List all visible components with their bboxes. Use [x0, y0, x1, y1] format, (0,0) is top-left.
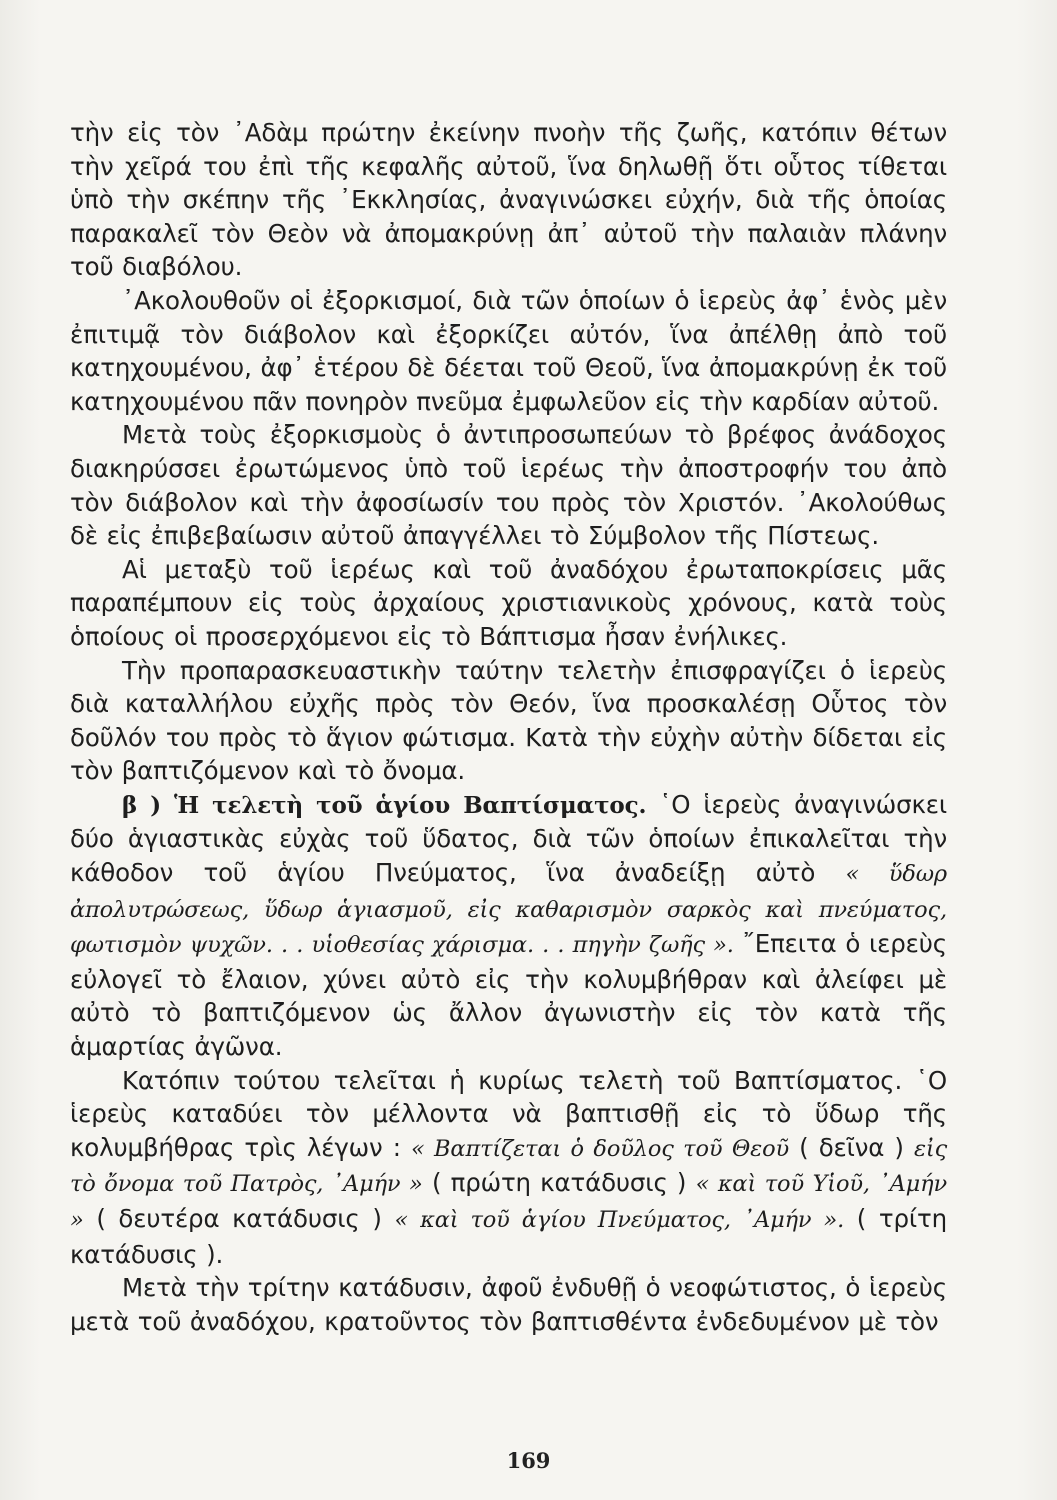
body-text	[70, 116, 947, 1338]
quotation: « καὶ τοῦ Υἱοῦ, ᾿Αμήν »	[70, 1171, 948, 1233]
paragraph	[70, 1064, 947, 1272]
text-run: ( πρώτη κατάδυσις )	[431, 1168, 687, 1198]
text-run: ( δεῖνα )	[799, 1132, 904, 1162]
quotation: « καὶ τοῦ ἁγίου Πνεύματος, ᾿Αμήν ».	[394, 1207, 845, 1233]
text-run: Κατόπιν τούτου τελεῖται ἡ κυρίως τελετὴ τοῦ Βαπτίσματος. ῾Ο ἱερεὺς καταδύει τὸν μέλλοντα νὰ βαπτισθῇ εἰς τὸ ὕδωρ τῆς κολυμβήθρας τρὶς λέγων :	[70, 1065, 947, 1162]
section-heading: β ) Ἡ τελετὴ τοῦ ἁγίου Βαπτίσματος.	[122, 791, 647, 819]
paragraph: Τὴν προπαρασκευαστικὴν ταύτην τελετὴν ἐπισφραγίζει ὁ ἱερεὺς διὰ καταλλήλου εὐχῆς πρὸς τὸν Θεόν, ἵνα προσκαλέσῃ Οὗτος τὸν δοῦλόν του πρὸς τὸ ἅγιον φώτισμα. Κατὰ τὴν εὐχὴν αὐτὴν δίδεται εἰς τὸν βαπτιζόμενον καὶ τὸ ὄνομα.	[70, 655, 947, 786]
text-run: ( δευτέρα κατάδυσις )	[96, 1204, 382, 1233]
paragraph	[70, 788, 947, 1064]
paragraph: Αἱ μεταξὺ τοῦ ἱερέως καὶ τοῦ ἀναδόχου ἐρωταποκρίσεις μᾶς παραπέμπουν εἰς τοὺς ἀρχαίους χριστιανικοὺς χρόνους, κατὰ τοὺς ὁποίους οἱ προσερχόμενοι εἰς τὸ Βάπτισμα ἦσαν ἐνήλικες.	[70, 554, 947, 651]
text-run: ῾Ο ἱερεὺς ἀναγινώσκει δύο ἁγιαστικὰς εὐχὰς τοῦ ὕδατος, διὰ τῶν ὁποίων ἐπικαλεῖται τὴν κάθοδον τοῦ ἁγίου Πνεύματος, ἵνα ἀναδείξῃ αὐτὸ	[70, 789, 948, 888]
paragraph: Μετὰ τὴν τρίτην κατάδυσιν, ἀφοῦ ἐνδυθῇ ὁ νεοφώτιστος, ὁ ἱερεὺς μετὰ τοῦ ἀναδόχου, κρατοῦντος τὸν βαπτισθέντα ἐνδεδυμένον μὲ τὸν	[70, 1273, 947, 1336]
paragraph: Μετὰ τοὺς ἐξορκισμοὺς ὁ ἀντιπροσωπεύων τὸ βρέφος ἀνάδοχος διακηρύσσει ἐρωτώμενος ὑπὸ τοῦ ἱερέως τὴν ἀποστροφήν του ἀπὸ τὸν διάβολον καὶ τὴν ἀφοσίωσίν του πρὸς τὸν Χριστόν. ᾿Ακολούθως δὲ εἰς ἐπιβεβαίωσιν αὐτοῦ ἀπαγγέλλει τὸ Σύμβολον τῆς Πίστεως.	[70, 420, 947, 551]
quotation: « Βαπτίζεται ὁ δοῦλος τοῦ Θεοῦ	[410, 1135, 790, 1162]
quotation: « ὕδωρ ἀπολυτρώσεως, ὕδωρ ἁγιασμοῦ, εἰς καθαρισμὸν σαρκὸς καὶ πνεύματος, φωτισμὸν ψυχῶν. . . υἱοθεσίας χάρισμα. . . πηγὴν ζωῆς ».	[70, 861, 947, 959]
paragraph: τὴν εἰς τὸν ᾿Αδὰμ πρώτην ἐκείνην πνοὴν τῆς ζωῆς, κατόπιν θέτων τὴν χεῖρά του ἐπὶ τῆς κεφαλῆς αὐτοῦ, ἵνα δηλωθῇ ὅτι οὗτος τίθεται ὑπὸ τὴν σκέπην τῆς ᾿Εκκλησίας, ἀναγινώσκει εὐχήν, διὰ τῆς ὁποίας παρακαλεῖ τὸν Θεὸν νὰ ἀπομακρύνῃ ἀπ᾿ αὐτοῦ τὴν παλαιὰν πλάνην τοῦ διαβόλου.	[70, 118, 947, 282]
quotation: εἰς τὸ ὄνομα τοῦ Πατρὸς, ᾿Αμήν »	[70, 1135, 948, 1198]
text-run: ( τρίτη κατάδυσις ).	[70, 1204, 947, 1269]
paragraph: ᾿Ακολουθοῦν οἱ ἐξορκισμοί, διὰ τῶν ὁποίων ὁ ἱερεὺς ἀφ᾿ ἑνὸς μὲν ἐπιτιμᾷ τὸν διάβολον καὶ ἐξορκίζει αὐτόν, ἵνα ἀπέλθῃ ἀπὸ τοῦ κατηχουμένου, ἀφ᾿ ἑτέρου δὲ δέεται τοῦ Θεοῦ, ἵνα ἀπομακρύνῃ ἐκ τοῦ κατηχουμένου πᾶν πονηρὸν πνεῦμα ἐμφωλεῦον εἰς τὴν καρδίαν αὐτοῦ.	[70, 285, 947, 416]
text-run: ῎Επειτα ὁ ιερεὺς εὐλογεῖ τὸ ἔλαιον, χύνει αὐτὸ εἰς τὴν κολυμβήθραν καὶ ἀλείφει μὲ αὐτὸ τὸ βαπτιζόμενον ὡς ἄλλον ἀγωνιστὴν εἰς τὸν κατὰ τῆς ἁμαρτίας ἀγῶνα.	[70, 929, 948, 1062]
page-number: 169	[506, 1448, 551, 1473]
